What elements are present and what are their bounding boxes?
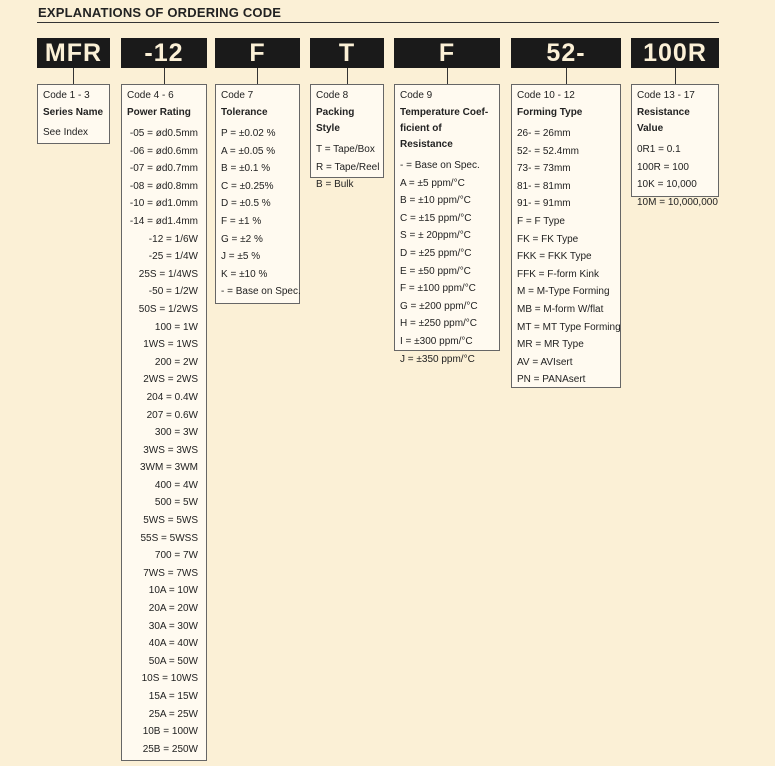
power-list-item: 30A = 30W bbox=[148, 620, 198, 632]
connector-series bbox=[73, 68, 74, 84]
tempco-list-item: S = ± 20ppm/°C bbox=[400, 230, 471, 242]
tempco-list-item: H = ±250 ppm/°C bbox=[400, 318, 478, 330]
forming-code: Code 10 - 12 bbox=[517, 90, 575, 101]
packing-list-item: T = Tape/Box bbox=[316, 144, 375, 155]
forming-list-item: 52- = 52.4mm bbox=[517, 145, 579, 157]
code-block-series: MFR bbox=[37, 38, 110, 68]
packing-list bbox=[316, 141, 378, 194]
forming-list-item: MB = M-form W/flat bbox=[517, 303, 604, 315]
power-list-item: 3WM = 3WM bbox=[139, 462, 198, 474]
power-list-item: -06 = ød0.6mm bbox=[129, 145, 198, 157]
power-list-item: 7WS = 7WS bbox=[143, 567, 198, 579]
forming-list-item: 26- = 26mm bbox=[517, 128, 571, 139]
power-code: Code 4 - 6 bbox=[127, 90, 174, 101]
power-list-item: -05 = ød0.5mm bbox=[129, 128, 198, 139]
power-list-item: -07 = ød0.7mm bbox=[129, 163, 198, 175]
power-list-item: -08 = ød0.8mm bbox=[129, 180, 198, 192]
power-list-item: 100 = 1W bbox=[154, 321, 198, 333]
tempco-list-item: C = ±15 ppm/°C bbox=[400, 212, 472, 224]
connector-packing bbox=[347, 68, 348, 84]
forming-list-item: 81- = 81mm bbox=[517, 180, 571, 192]
power-box bbox=[121, 84, 207, 761]
tempco-list bbox=[400, 157, 494, 368]
power-list-item: 3WS = 3WS bbox=[143, 444, 198, 456]
forming-list-item: M = M-Type Forming bbox=[517, 286, 610, 298]
power-list-item: 25A = 25W bbox=[148, 708, 198, 720]
resistance-heading: Resistance Value bbox=[637, 107, 690, 134]
tolerance-list-item: G = ±2 % bbox=[221, 233, 263, 245]
forming-list-item: MR = MR Type bbox=[517, 339, 584, 351]
tempco-heading-line1: Temperature Coef- bbox=[400, 107, 489, 118]
connector-resistance bbox=[675, 68, 676, 84]
tempco-code: Code 9 bbox=[400, 90, 433, 101]
power-list-item: 400 = 4W bbox=[154, 479, 198, 491]
tolerance-list-item: D = ±0.5 % bbox=[221, 198, 271, 210]
resistance-list-item: 10M = 10,000,000 bbox=[637, 196, 718, 208]
power-list bbox=[127, 125, 201, 758]
tempco-list-item: E = ±50 ppm/°C bbox=[400, 265, 471, 277]
power-list-item: 40A = 40W bbox=[148, 638, 198, 650]
power-list-item: 10B = 100W bbox=[142, 726, 198, 738]
power-list-item: 50A = 50W bbox=[148, 655, 198, 667]
packing-list-item: B = Bulk bbox=[316, 179, 354, 191]
resistance-list-item: 0R1 = 0.1 bbox=[637, 144, 681, 155]
power-heading: Power Rating bbox=[127, 107, 191, 118]
forming-list-item: FK = FK Type bbox=[517, 233, 579, 245]
packing-list-item: R = Tape/Reel bbox=[316, 161, 380, 173]
tolerance-list-item: C = ±0.25% bbox=[221, 180, 274, 192]
code-block-packing: T bbox=[310, 38, 384, 68]
tolerance-list-item: A = ±0.05 % bbox=[221, 145, 276, 157]
forming-list-item: PN = PANAsert bbox=[517, 374, 586, 386]
power-list-item: -14 = ød1.4mm bbox=[129, 215, 198, 227]
forming-list-item: 91- = 91mm bbox=[517, 198, 571, 210]
power-list-item: 55S = 5WSS bbox=[140, 532, 198, 544]
connector-tolerance bbox=[257, 68, 258, 84]
power-list-item: 10A = 10W bbox=[148, 585, 198, 597]
code-block-forming: 52- bbox=[511, 38, 621, 68]
tolerance-box bbox=[215, 84, 300, 304]
resistance-list bbox=[637, 141, 718, 211]
tolerance-list-item: P = ±0.02 % bbox=[221, 128, 276, 139]
forming-list-item: FKK = FKK Type bbox=[517, 251, 592, 263]
tolerance-list-item: K = ±10 % bbox=[221, 268, 268, 280]
power-list-item: 300 = 3W bbox=[154, 427, 198, 439]
forming-list-item: F = F Type bbox=[517, 215, 565, 227]
resistance-box bbox=[631, 84, 719, 208]
section-title: EXPLANATIONS OF ORDERING CODE bbox=[38, 5, 282, 20]
power-list-item: 200 = 2W bbox=[154, 356, 198, 368]
power-list-item: 25B = 250W bbox=[142, 743, 198, 755]
tempco-list-item: - = Base on Spec. bbox=[400, 160, 480, 171]
power-list-item: 15A = 15W bbox=[148, 691, 198, 702]
code-block-tolerance: F bbox=[215, 38, 300, 68]
connector-forming bbox=[566, 68, 567, 84]
packing-heading: Packing Style bbox=[316, 107, 355, 134]
tolerance-list-item: J = ±5 % bbox=[221, 251, 261, 263]
power-list-item: 2WS = 2WS bbox=[143, 374, 198, 386]
tempco-list-item: G = ±200 ppm/°C bbox=[400, 300, 478, 312]
code-block-resistance: 100R bbox=[631, 38, 719, 68]
power-list-item: 1WS = 1WS bbox=[143, 339, 198, 351]
power-list-item: 5WS = 5WS bbox=[143, 515, 198, 527]
connector-tempco bbox=[447, 68, 448, 84]
power-list-item: -50 = 1/2W bbox=[148, 286, 198, 298]
power-list-item: 20A = 20W bbox=[148, 603, 198, 615]
power-list-item: -25 = 1/4W bbox=[148, 251, 198, 263]
code-block-power: -12 bbox=[121, 38, 207, 68]
series-note: See Index bbox=[43, 127, 89, 138]
forming-list bbox=[517, 125, 621, 389]
resistance-list-item: 10K = 10,000 bbox=[637, 179, 697, 191]
forming-list-item: 73- = 73mm bbox=[517, 163, 571, 175]
power-list-item: 10S = 10WS bbox=[141, 673, 198, 685]
forming-heading: Forming Type bbox=[517, 107, 583, 118]
tolerance-list-item: B = ±0.1 % bbox=[221, 163, 271, 175]
forming-list-item: MT = MT Type Forming bbox=[517, 321, 621, 333]
tolerance-heading: Tolerance bbox=[221, 107, 268, 118]
tolerance-list-item: F = ±1 % bbox=[221, 215, 262, 227]
code-block-tempco: F bbox=[394, 38, 500, 68]
tolerance-list bbox=[221, 125, 301, 301]
forming-box bbox=[511, 84, 621, 388]
tempco-list-item: D = ±25 ppm/°C bbox=[400, 247, 472, 259]
power-list-item: -12 = 1/6W bbox=[148, 233, 198, 245]
packing-box bbox=[310, 84, 384, 191]
tolerance-code: Code 7 bbox=[221, 90, 254, 101]
tempco-list-item: I = ±300 ppm/°C bbox=[400, 335, 473, 347]
forming-list-item: FFK = F-form Kink bbox=[517, 268, 599, 280]
series-heading: Series Name bbox=[43, 107, 104, 118]
power-list-item: 700 = 7W bbox=[154, 550, 198, 562]
tempco-list-item: F = ±100 ppm/°C bbox=[400, 283, 476, 295]
connector-power bbox=[164, 68, 165, 84]
tempco-heading-line2: ficient of Resistance bbox=[400, 123, 453, 150]
power-list-item: 25S = 1/4WS bbox=[138, 268, 198, 280]
packing-code: Code 8 bbox=[316, 90, 349, 101]
tolerance-list-item: - = Base on Spec. bbox=[221, 286, 301, 298]
power-list-item: 207 = 0.6W bbox=[146, 409, 198, 421]
title-rule bbox=[37, 22, 719, 23]
resistance-code: Code 13 - 17 bbox=[637, 90, 695, 101]
tempco-list-item: B = ±10 ppm/°C bbox=[400, 195, 471, 207]
power-list-item: 204 = 0.4W bbox=[146, 391, 198, 403]
series-code: Code 1 - 3 bbox=[43, 90, 90, 101]
tempco-box bbox=[394, 84, 500, 365]
tempco-list-item: J = ±350 ppm/°C bbox=[400, 353, 475, 365]
power-list-item: 500 = 5W bbox=[154, 497, 198, 509]
power-list-item: -10 = ød1.0mm bbox=[129, 198, 198, 210]
forming-list-item: AV = AVIsert bbox=[517, 356, 573, 368]
resistance-list-item: 100R = 100 bbox=[637, 161, 689, 173]
series-box bbox=[37, 84, 110, 144]
tempco-list-item: A = ±5 ppm/°C bbox=[400, 177, 465, 189]
power-list-item: 50S = 1/2WS bbox=[138, 303, 198, 315]
